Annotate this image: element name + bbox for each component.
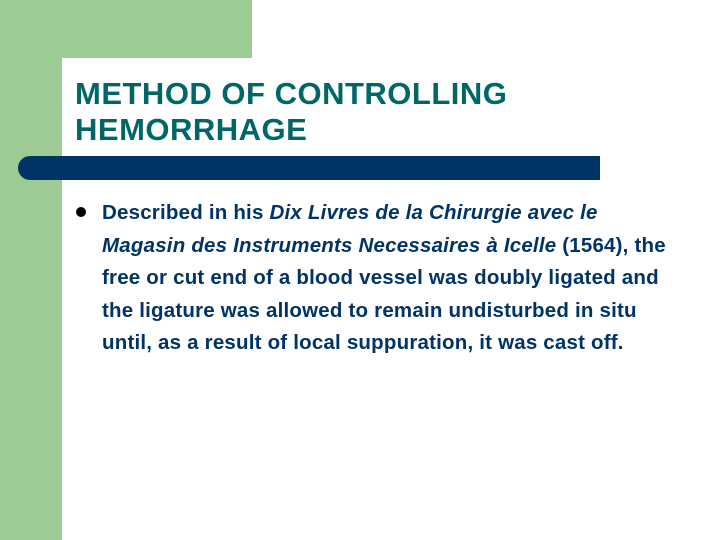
book-title: Dix Livres de la Chirurgie avec le Magasin des Instruments Necessaires à Icelle <box>102 201 598 257</box>
bullet-text <box>102 197 686 360</box>
bullet-text-body: (1564), the free or cut end of a blood vessel was doubly ligated and the ligature was allowed to remain undisturbed in situ until, as a result of local suppuration, it was cast off. <box>102 233 666 354</box>
slide-title-line-1: METHOD OF CONTROLLING <box>75 76 508 111</box>
bullet-item <box>76 197 686 360</box>
title-divider <box>18 156 600 180</box>
bullet-icon <box>76 207 86 217</box>
top-decoration <box>0 0 252 58</box>
slide-title <box>75 76 695 148</box>
slide-title-line-2: HEMORRHAGE <box>75 112 308 147</box>
sidebar-decoration <box>0 0 62 540</box>
bullet-text-intro: Described in his <box>102 201 270 224</box>
